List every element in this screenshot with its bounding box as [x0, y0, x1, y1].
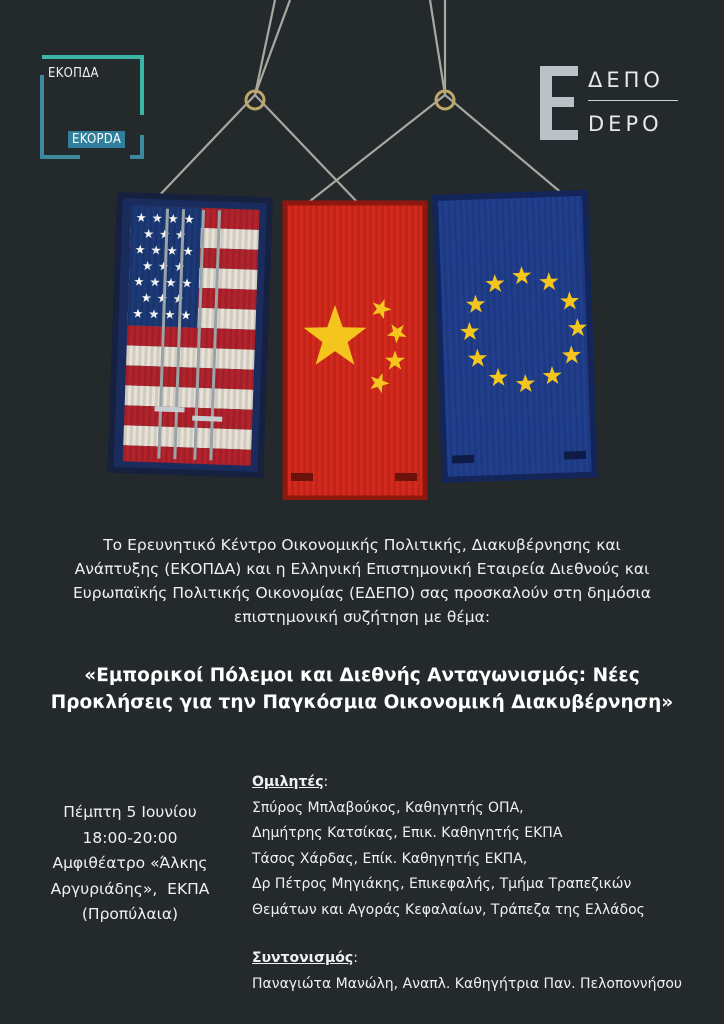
event-title-line-2: Προκλήσεις για την Παγκόσμια Οικονομική Διακυβέρνηση»: [50, 692, 674, 713]
speaker-item: Τάσος Χάρδας, Επίκ. Καθηγητής ΕΚΠΑ,: [252, 850, 528, 867]
moderation-section: Συντονισμός: Παναγιώτα Μανώλη, Αναπλ. Καθηγήτρια Παν. Πελοποννήσου: [252, 946, 712, 997]
event-venue-line-1: Αμφιθέατρο «Άλκης: [52, 854, 208, 872]
speaker-item: Δρ Πέτρος Μηγιάκης, Επικεφαλής, Τμήμα Τραπεζικών: [252, 876, 632, 892]
speaker-item: Δημήτρης Κατσίκας, Επικ. Καθηγητής ΕΚΠΑ: [252, 825, 563, 841]
crane-ropes: [155, 0, 570, 205]
invitation-text: Το Ερευνητικό Κέντρο Οικονομικής Πολιτικής, Διακυβέρνησης και Ανάπτυξης (ΕΚΟΠΔΑ) και η Ελληνική Επιστημονική Εταιρεία Διεθνούς και Ευρωπαϊκής Πολιτικής Οικονομίας (ΕΔΕΠΟ) σας προσκαλούν στη δημόσια επιστημονική συζήτηση με θέμα:: [72, 536, 652, 626]
eu-flag-container: [435, 193, 595, 480]
trade-containers-illustration: [100, 0, 620, 500]
event-details: [30, 800, 230, 928]
event-time: 18:00-20:00: [82, 828, 178, 847]
event-venue-line-3: (Προπύλαια): [81, 905, 179, 923]
moderator-name: Παναγιώτα Μανώλη, Αναπλ. Καθηγήτρια Παν. Πελοποννήσου: [252, 975, 683, 992]
event-date: Πέμπτη 5 Ιουνίου: [63, 803, 197, 821]
speaker-item: Θεμάτων και Αγοράς Κεφαλαίων, Τράπεζα της Ελλάδος: [252, 901, 645, 918]
ekopda-greek-label: ΕΚΟΠΔΑ: [48, 66, 99, 81]
event-title: [40, 662, 684, 716]
speaker-item: Σπύρος Μπλαβούκος, Καθηγητής ΟΠΑ,: [252, 799, 524, 816]
ekopda-latin-label: EKOPDA: [68, 131, 125, 148]
speakers-section: Ομιλητές: Σπύρος Μπλαβούκος, Καθηγητής ΟΠΑ, Δημήτρης Κατσίκας, Επικ. Καθηγητής ΕΚΠΑ Τάσος Χάρδας, Επίκ. Καθηγητής ΕΚΠΑ, Δρ Πέτρος Μηγιάκης, Επικεφαλής, Τμήμα Τραπεζικών Θεμάτων και Αγοράς Κεφαλαίων, Τράπεζα της Ελλάδος: [252, 770, 712, 923]
edepo-latin-label: DEPO: [588, 112, 663, 136]
event-venue-line-2: Αργυριάδης», ΕΚΠΑ: [50, 879, 210, 898]
event-title-line-1: «Εμπορικοί Πόλεμοι και Διεθνής Ανταγωνισμός: Νέες: [84, 665, 640, 686]
moderation-heading: Συντονισμός: [252, 950, 354, 966]
edepo-greek-label: ΔΕΠΟ: [588, 68, 664, 92]
china-flag-container: [285, 203, 425, 498]
speakers-heading: Ομιλητές: [252, 774, 324, 790]
us-flag-container: [110, 195, 270, 475]
